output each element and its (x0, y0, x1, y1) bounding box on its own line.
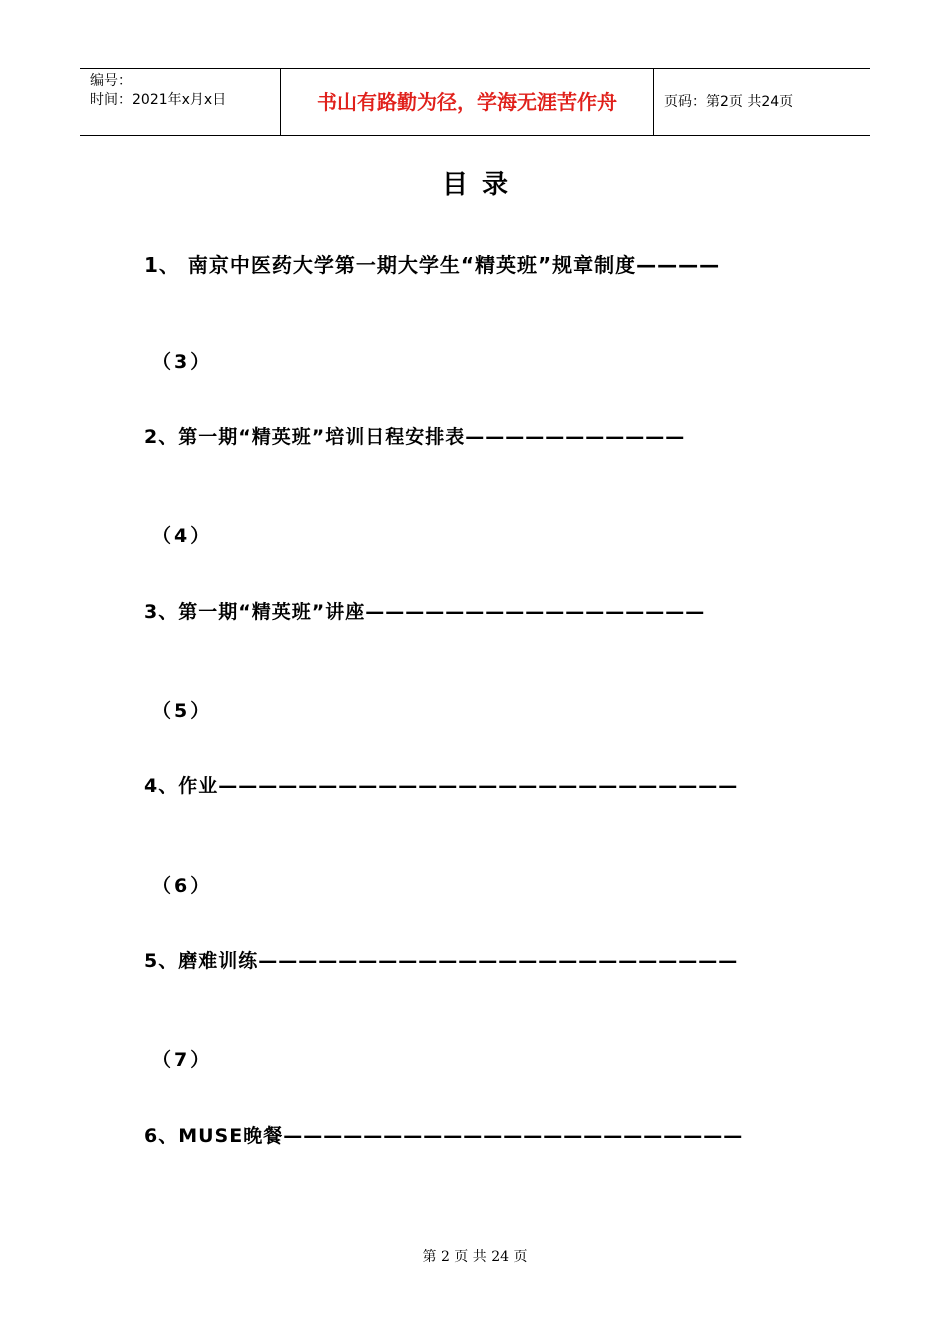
header-motto: 书山有路勤为径，学海无涯苦作舟 (281, 69, 654, 135)
toc-item-3: 3、第一期“精英班”讲座————————————————— (144, 601, 706, 623)
toc-item-1: 1、 南京中医药大学第一期大学生“精英班”规章制度———— (144, 253, 721, 277)
toc-item-2: 2、第一期“精英班”培训日程安排表——————————— (144, 426, 686, 448)
toc-page-1: （3） (152, 351, 213, 373)
page-footer: 第 2 页 共 24 页 (422, 1249, 528, 1265)
toc-page-3: （5） (152, 700, 213, 722)
toc-item-4: 4、作业—————————————————————————— (144, 775, 739, 797)
toc-page-5: （7） (152, 1049, 213, 1071)
toc-page-2: （4） (152, 525, 213, 547)
header-meta-cell (80, 69, 281, 135)
toc-page-4: （6） (152, 875, 213, 897)
toc-item-6: 6、MUSE晚餐——————————————————————— (144, 1125, 744, 1147)
document-number-label: 编号： (90, 73, 132, 89)
toc-item-5: 5、磨难训练———————————————————————— (144, 950, 739, 972)
page-header (80, 68, 870, 136)
document-date: 时间：2021年x月x日 (90, 92, 227, 108)
page-title: 目录 (441, 170, 522, 200)
header-page-info: 页码：第2页 共24页 (664, 94, 794, 110)
